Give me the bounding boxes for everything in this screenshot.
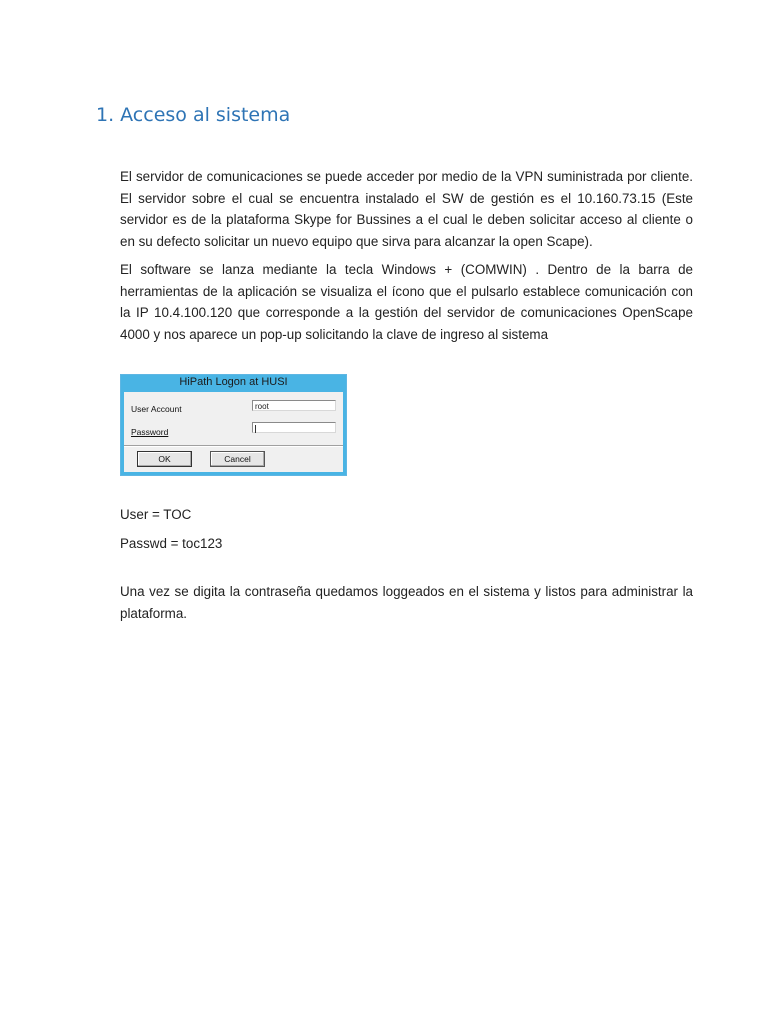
user-account-label: User Account [131, 404, 182, 414]
paragraph-software-launch: El software se lanza mediante la tecla Windows + (COMWIN) . Dentro de la barra de herramientas de la aplicación se visualiza el ícono que el pulsarlo establece comunicación con la IP 10.4.100.120 que corresponde a la gestión del servidor de comunicaciones OpenScape 4000 y nos aparece un pop-up solicitando la clave de ingreso al sistema [120, 262, 693, 342]
password-label [131, 427, 168, 437]
logon-dialog-screenshot [120, 374, 347, 476]
dialog-divider [124, 445, 343, 447]
dialog-body [124, 392, 343, 472]
password-input[interactable] [252, 422, 336, 433]
ok-button[interactable]: OK [137, 451, 192, 467]
paragraph-logged-in: Una vez se digita la contraseña quedamos loggeados en el sistema y listos para administrar la plataforma. [120, 584, 693, 621]
credential-user: User = TOC [120, 507, 192, 522]
paragraph-vpn-access: El servidor de comunicaciones se puede acceder por medio de la VPN suministrada por cliente. El servidor sobre el cual se encuentra instalado el SW de gestión es el 10.160.73.15 (Este servidor es de la plataforma Skype for Bussines a el cual le deben solicitar acceso al cliente o en su defecto solicitar un nuevo equipo que sirva para alcanzar la open Scape). [120, 169, 693, 249]
user-account-input[interactable]: root [252, 400, 336, 411]
dialog-title: HiPath Logon at HUSI [179, 376, 288, 388]
cancel-button[interactable]: Cancel [210, 451, 265, 467]
password-label-text: Password [131, 427, 169, 437]
section-heading [96, 104, 290, 126]
section-title: Acceso al sistema [120, 104, 291, 126]
section-number: 1. [96, 104, 115, 126]
credential-password: Passwd = toc123 [120, 536, 223, 551]
text-caret [255, 425, 256, 433]
